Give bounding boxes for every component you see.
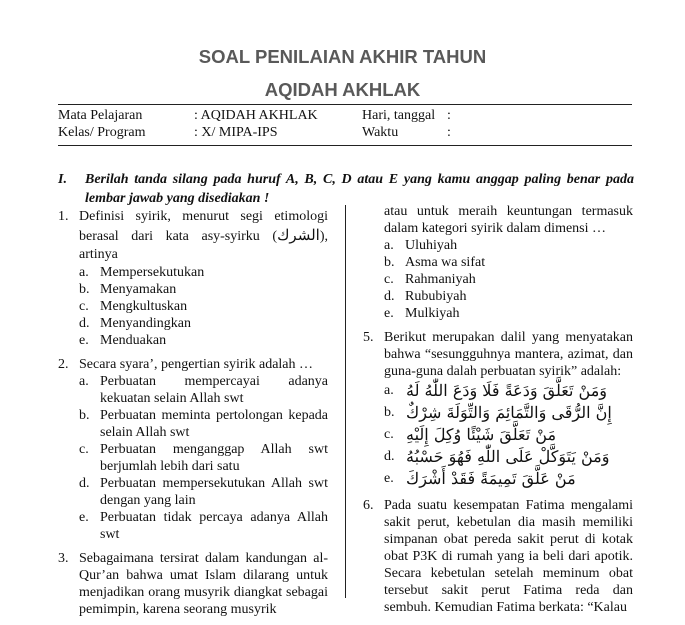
option-e[interactable] [79, 509, 328, 543]
option-letter: c. [79, 442, 89, 457]
option-letter: a. [79, 374, 89, 389]
question-text: Pada suatu kesempatan Fatima mengalami sakit perut, kebetulan dia masih memiliki simpanan obat pereda sakit perut di kotak obat P3K di rumah yang ia beli dari apotik. Secara kebetulan setelah meminum obat tersebut sakit perut Fatima reda dan sembuh. Kemudian Fatima berkata: “Kalau [384, 498, 633, 615]
arabic-option-text: إِنَّ الرُّقَى وَالتَّمَائِمَ وَالتِّوَلَةَ شِرْكٌ [406, 403, 612, 422]
option-text: Asma wa sifat [405, 255, 486, 270]
document-subtitle: AQIDAH AKHLAK [264, 79, 421, 100]
right-column [363, 203, 633, 623]
question-text: Berikut merupakan dalil yang menyatakan bahwa “sesungguhnya mantera, azimat, dan guna-guna dalah perbuatan syirik” adalah: [384, 330, 633, 379]
question-1 [58, 208, 328, 349]
question-6 [363, 497, 633, 616]
column-divider [345, 205, 346, 598]
option-c[interactable] [384, 424, 633, 446]
subject-label: Mata Pelajaran [58, 108, 143, 123]
header-top-rule [58, 104, 632, 105]
option-c[interactable] [79, 441, 328, 475]
option-a[interactable] [384, 237, 633, 254]
option-letter: a. [79, 265, 89, 280]
question-text-part: Definisi syirik, menurut segi etimologi berasal dari kata asy-syirku ( [79, 209, 328, 244]
question-text: Sebagaimana tersirat dalam kandungan al-Qur’an bahwa umat Islam dilarang untuk menjadikan orang musyrik diangkat sebagai pemimpin, karena seorang musyrik [79, 551, 328, 617]
date-value: : [447, 108, 451, 123]
option-a[interactable] [79, 264, 328, 281]
option-b[interactable] [384, 254, 633, 271]
option-text: Perbuatan menganggap Allah swt berjumlah lebih dari satu [100, 442, 328, 474]
option-text: Mulkiyah [405, 306, 460, 321]
option-d[interactable] [384, 446, 633, 468]
option-b[interactable] [79, 281, 328, 298]
arabic-option-text: مَنْ عَلَّقَ تَمِيمَةً فَقَدْ أَشْرَكَ [406, 469, 576, 488]
arabic-option-text: وَمَنْ يَتَوَكَّلْ عَلَى اللّٰهِ فَهُوَ حَسْبُهُ [406, 447, 610, 466]
option-text: Mempersekutukan [100, 265, 205, 280]
question-5 [363, 329, 633, 490]
option-letter: a. [384, 238, 394, 253]
question-text [79, 208, 328, 264]
question-text-part: ), artinya [79, 229, 328, 262]
document-title: SOAL PENILAIAN AKHIR TAHUN [198, 46, 487, 67]
question-number: 3. [58, 551, 69, 566]
option-text: Menduakan [100, 333, 167, 348]
class-value: : X/ MIPA-IPS [194, 125, 278, 140]
question-3 [58, 550, 328, 618]
subject-value: : AQIDAH AKHLAK [194, 108, 318, 123]
option-a[interactable] [79, 373, 328, 407]
instruction-number: I. [58, 172, 67, 187]
option-letter: e. [79, 510, 89, 525]
option-text: Perbuatan tidak percaya adanya Allah swt [100, 510, 328, 542]
left-column [58, 208, 328, 625]
option-letter: d. [384, 449, 395, 464]
arabic-term: الشرك [277, 226, 320, 244]
option-letter: d. [79, 476, 90, 491]
time-value: : [447, 125, 451, 140]
option-text: Rububiyah [405, 289, 467, 304]
question-text: atau untuk meraih keuntungan termasuk dalam kategori syirik dalam dimensi … [384, 204, 633, 236]
option-letter: b. [384, 255, 395, 270]
option-text: Mengkultuskan [100, 299, 188, 314]
option-text: Perbuatan mempercayai adanya kekuatan selain Allah swt [100, 374, 328, 406]
option-c[interactable] [79, 298, 328, 315]
question-text: Secara syara’, pengertian syirik adalah … [79, 357, 314, 372]
question-number: 6. [363, 498, 374, 513]
option-letter: a. [384, 383, 394, 398]
option-letter: c. [79, 299, 89, 314]
option-text: Menyamakan [100, 282, 177, 297]
question-number: 5. [363, 330, 374, 345]
option-letter: b. [79, 282, 90, 297]
question-4-continued [363, 203, 633, 322]
option-text: Perbuatan meminta pertolongan kepada selain Allah swt [100, 408, 328, 440]
header-bottom-rule [58, 145, 632, 146]
option-text: Perbuatan mempersekutukan Allah swt dengan yang lain [100, 476, 328, 508]
time-label: Waktu [362, 125, 399, 140]
option-text: Menyandingkan [100, 316, 191, 331]
option-letter: e. [384, 471, 394, 486]
option-letter: c. [384, 272, 394, 287]
class-label: Kelas/ Program [58, 125, 146, 140]
option-b[interactable] [79, 407, 328, 441]
option-e[interactable] [384, 468, 633, 490]
question-number: 1. [58, 209, 69, 224]
option-e[interactable] [384, 305, 633, 322]
option-d[interactable] [79, 315, 328, 332]
option-b[interactable] [384, 402, 633, 424]
option-letter: b. [384, 405, 395, 420]
option-letter: e. [384, 306, 394, 321]
option-c[interactable] [384, 271, 633, 288]
question-2 [58, 356, 328, 543]
question-number: 2. [58, 357, 69, 372]
option-text: Uluhiyah [405, 238, 458, 253]
option-letter: c. [384, 427, 394, 442]
option-d[interactable] [384, 288, 633, 305]
option-letter: d. [384, 289, 395, 304]
option-letter: e. [79, 333, 89, 348]
option-a[interactable] [384, 380, 633, 402]
instruction-text: Berilah tanda silang pada huruf A, B, C, D atau E yang kamu anggap paling benar pada lembar jawab yang disediakan ! [85, 172, 634, 206]
option-e[interactable] [79, 332, 328, 349]
arabic-option-text: مَنْ تَعَلَّقَ شَيْئًا وُكِلَ إِلَيْهِ [406, 425, 557, 444]
arabic-option-text: وَمَنْ تَعَلَّقَ وَدَعَةً فَلَا وَدَعَ اللّٰهُ لَهُ [406, 381, 608, 400]
option-letter: b. [79, 408, 90, 423]
date-label: Hari, tanggal [362, 108, 436, 123]
option-d[interactable] [79, 475, 328, 509]
option-text: Rahmaniyah [405, 272, 476, 287]
option-letter: d. [79, 316, 90, 331]
